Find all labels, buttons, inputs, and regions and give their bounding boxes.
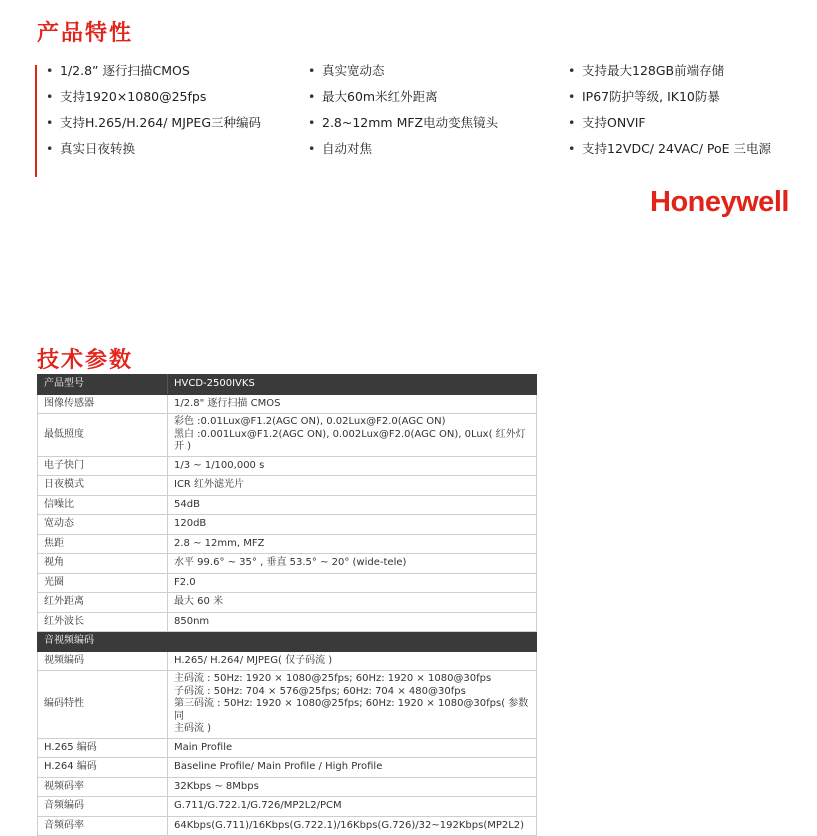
spec-value (168, 554, 537, 574)
features-column-2 (306, 62, 536, 166)
spec-value (168, 394, 537, 414)
spec-key: H.265 编码 (38, 738, 168, 758)
spec-row (38, 651, 537, 671)
feature-item: • 支持1920×1080@25fps (44, 88, 269, 106)
spec-value-line: 120dB (174, 518, 207, 529)
spec-row (38, 593, 537, 613)
feature-item: • 支持H.265/H.264/ MJPEG三种编码 (44, 114, 269, 132)
spec-row (38, 554, 537, 574)
spec-value-line: H.265/ H.264/ MJPEG( 仅子码流 ) (174, 654, 333, 666)
spec-value-line: 2.8 ~ 12mm, MFZ (174, 537, 265, 549)
spec-header-key: 产品型号 (38, 375, 168, 395)
spec-value (168, 797, 537, 817)
spec-value (168, 573, 537, 593)
spec-value (168, 593, 537, 613)
spec-key: 最低照度 (38, 414, 168, 457)
spec-value (168, 456, 537, 476)
spec-value-line: 主码流 : 50Hz: 1920 × 1080@25fps; 60Hz: 1920 × 1080@30fps (174, 673, 492, 684)
feature-item: • 自动对焦 (306, 140, 536, 158)
spec-value-line: 彩色 :0.01Lux@F1.2(AGC ON), 0.02Lux@F2.0(AGC ON) (174, 416, 446, 427)
spec-value-line: 第三码流 : 50Hz: 1920 × 1080@25fps; 60Hz: 1920 × 1080@30fps( 参数同 (174, 698, 529, 722)
spec-row (38, 816, 537, 836)
honeywell-logo: Honeywell (650, 186, 789, 218)
feature-item: • 真实日夜转换 (44, 140, 269, 158)
feature-item: • 支持ONVIF (566, 114, 816, 132)
spec-value-line: F2.0 (174, 576, 196, 588)
spec-key: 焦距 (38, 534, 168, 554)
feature-item: • 支持最大128GB前端存储 (566, 62, 816, 80)
spec-key: 音频码率 (38, 816, 168, 836)
feature-item: • 真实宽动态 (306, 62, 536, 80)
spec-row (38, 534, 537, 554)
feature-item: • 1/2.8” 逐行扫描CMOS (44, 62, 269, 80)
feature-item: • 2.8~12mm MFZ电动变焦镜头 (306, 114, 536, 132)
spec-row (38, 414, 537, 457)
spec-value-line: 1/2.8" 逐行扫描 CMOS (174, 397, 281, 409)
spec-value-line: Main Profile (174, 741, 233, 753)
spec-value (168, 671, 537, 739)
spec-key: 编码特性 (38, 671, 168, 739)
spec-header-value: HVCD-2500IVKS (168, 375, 537, 395)
spec-row (38, 777, 537, 797)
spec-value (168, 414, 537, 457)
spec-row (38, 738, 537, 758)
spec-row (38, 495, 537, 515)
spec-value (168, 476, 537, 496)
feature-item: • 最大60m米红外距离 (306, 88, 536, 106)
specs-title: 技术参数 (37, 348, 134, 373)
feature-item: • 支持12VDC/ 24VAC/ PoE 三电源 (566, 140, 816, 158)
spec-value (168, 651, 537, 671)
spec-row (38, 456, 537, 476)
spec-value-line: 32Kbps ~ 8Mbps (174, 780, 259, 792)
spec-key: H.264 编码 (38, 758, 168, 778)
spec-key: 光圈 (38, 573, 168, 593)
spec-key: 视角 (38, 554, 168, 574)
spec-value-line: 850nm (174, 615, 210, 627)
spec-value (168, 758, 537, 778)
spec-value-line: 64Kbps(G.711)/16Kbps(G.722.1)/16Kbps(G.726)/32~192Kbps(MP2L2) (174, 819, 525, 831)
spec-row (38, 797, 537, 817)
spec-value-line: 54dB (174, 498, 200, 510)
features-column-1 (44, 62, 269, 166)
spec-value-line: 子码流 : 50Hz: 704 × 576@25fps; 60Hz: 704 × 480@30fps (174, 685, 466, 697)
spec-value-line: 黑白 :0.001Lux@F1.2(AGC ON), 0.002Lux@F2.0(AGC ON), 0Lux( 红外灯开 ) (174, 428, 526, 452)
spec-key: 视频码率 (38, 777, 168, 797)
accent-bar (35, 65, 37, 177)
features-title: 产品特性 (37, 21, 134, 46)
spec-value (168, 515, 537, 535)
spec-key: 音频编码 (38, 797, 168, 817)
spec-value (168, 534, 537, 554)
spec-section-row (38, 632, 537, 652)
spec-key: 红外距离 (38, 593, 168, 613)
features-column-3 (566, 62, 816, 166)
spec-row (38, 758, 537, 778)
spec-key: 图像传感器 (38, 394, 168, 414)
spec-key: 信噪比 (38, 495, 168, 515)
spec-row (38, 515, 537, 535)
spec-key: 日夜模式 (38, 476, 168, 496)
features-list (44, 62, 814, 192)
spec-value (168, 612, 537, 632)
spec-value-line: 主码流 ) (174, 723, 212, 734)
spec-value (168, 495, 537, 515)
spec-key: 红外波长 (38, 612, 168, 632)
spec-header-row (38, 375, 537, 395)
spec-value-line: Baseline Profile/ Main Profile / High Profile (174, 761, 383, 772)
spec-row (38, 476, 537, 496)
spec-row (38, 394, 537, 414)
spec-value-line: G.711/G.722.1/G.726/MP2L2/PCM (174, 800, 342, 811)
spec-value-line: ICR 红外滤光片 (174, 479, 245, 490)
spec-value-line: 最大 60 米 (174, 596, 224, 607)
spec-section-label: 音视频编码 (38, 632, 537, 652)
spec-row (38, 573, 537, 593)
spec-value (168, 738, 537, 758)
spec-row (38, 612, 537, 632)
spec-key: 宽动态 (38, 515, 168, 535)
feature-item: • IP67防护等级, IK10防暴 (566, 88, 816, 106)
spec-value (168, 777, 537, 797)
spec-key: 视频编码 (38, 651, 168, 671)
spec-value-line: 1/3 ~ 1/100,000 s (174, 459, 265, 471)
spec-key: 电子快门 (38, 456, 168, 476)
spec-row (38, 671, 537, 739)
spec-table (37, 374, 537, 836)
spec-value (168, 816, 537, 836)
spec-value-line: 水平 99.6° ~ 35° , 垂直 53.5° ~ 20° (wide-tele) (174, 557, 407, 568)
